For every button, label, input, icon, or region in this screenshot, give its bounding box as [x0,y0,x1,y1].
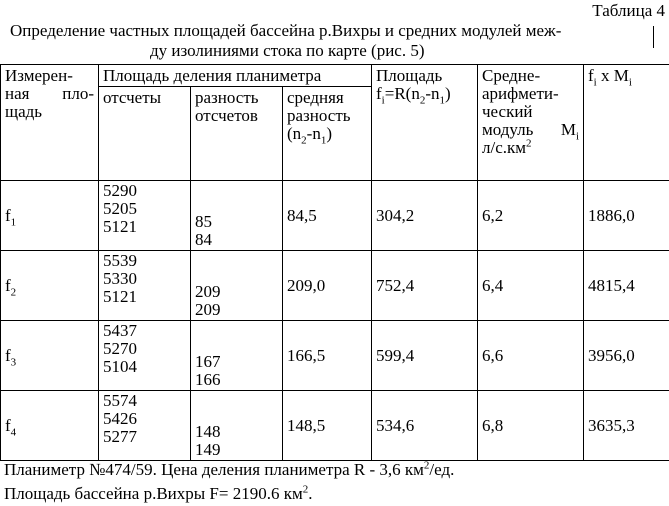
reading: 5290 [103,182,186,200]
row-area: 534,6 [372,391,478,461]
reading: 5426 [103,410,186,428]
table-row [1,251,669,321]
header-modulus-line-2: арифмети- [482,85,579,103]
row-product: 1886,0 [584,181,669,251]
reading: 5330 [103,270,186,288]
header-area [372,65,478,181]
row-label [1,251,99,321]
header-modulus-line-3: ческий [482,103,579,121]
reading: 5121 [103,288,186,306]
table-row [1,181,669,251]
row-label-index: 4 [11,426,17,438]
notes [4,458,454,506]
header-area-formula: $f_i=R(n_2-n_1)$ [376,85,473,103]
header-difference-line-1: разность [195,89,278,107]
row-mean: 166,5 [283,321,372,391]
header-difference-line-2: отсчетов [195,107,278,125]
diff: 209 [195,301,278,319]
row-product: 3956,0 [584,321,669,391]
header-row-1 [1,65,669,87]
diff: 148 [195,423,278,441]
row-readings [99,321,191,391]
row-label-letter: f [5,206,11,225]
header-mean-difference-line-1: средняя [287,89,367,107]
note-planimeter [4,458,454,482]
row-label-index: 2 [11,286,17,298]
note-basin-area-end: . [308,484,312,503]
row-readings [99,391,191,461]
header-area-label: Площадь [376,67,473,85]
title-line-1: Определение частных площадей бассейна р.Вихры и средних модулей меж- [10,22,561,40]
header-modulus [478,65,584,181]
header-readings: отсчеты [99,87,191,181]
reading: 5277 [103,428,186,446]
row-mean: 209,0 [283,251,372,321]
text-cursor [653,26,654,48]
row-label-index: 3 [11,356,17,368]
row-diffs [191,391,283,461]
reading: 5574 [103,392,186,410]
row-readings [99,181,191,251]
header-mean-difference-line-2: разность [287,107,367,125]
row-label [1,391,99,461]
header-product: $f_i$ x $M_i$ [584,65,669,181]
header-measured-area-line-2: ная пло- [5,85,94,103]
reading: 5121 [103,218,186,236]
header-mean-formula: $(n_2-n_1)$ [287,125,367,143]
diff: 166 [195,371,278,389]
row-area: 752,4 [372,251,478,321]
header-planimeter-group: Площадь деления планиметра [99,65,372,87]
diff: 209 [195,283,278,301]
header-measured-area-line-3: щадь [5,103,94,121]
diff: 85 [195,213,278,231]
note-planimeter-text: Планиметр №474/59. Цена деления планиметра R - 3,6 км [4,460,424,479]
note-basin-area [4,482,454,506]
row-mean: 148,5 [283,391,372,461]
row-modulus: 6,2 [478,181,584,251]
header-modulus-line-4: модуль $M_i$ [482,121,579,139]
reading: 5437 [103,322,186,340]
row-diffs [191,321,283,391]
row-diffs [191,251,283,321]
table-row [1,321,669,391]
row-readings [99,251,191,321]
row-label-index: 1 [11,216,17,228]
reading: 5104 [103,358,186,376]
header-modulus-line-1: Средне- [482,67,579,85]
data-table [0,64,669,461]
note-planimeter-unit: /ед. [429,460,454,479]
row-label-letter: f [5,276,11,295]
row-modulus: 6,8 [478,391,584,461]
diff: 84 [195,231,278,249]
row-area: 304,2 [372,181,478,251]
note-basin-area-text: Площадь бассейна р.Вихры F= 2190.6 км [4,484,303,503]
row-label-letter: f [5,416,11,435]
table-label: Таблица 4 [592,2,665,20]
header-measured-area-line-1: Измерен- [5,67,94,85]
header-modulus-line-5: $л/с.км^2$ [482,139,579,157]
row-label [1,321,99,391]
header-measured-area [1,65,99,181]
row-diffs [191,181,283,251]
reading: 5270 [103,340,186,358]
row-label-letter: f [5,346,11,365]
title-line-2: ду изолиниями стока по карте (рис. 5) [150,42,425,60]
diff: 149 [195,441,278,459]
reading: 5539 [103,252,186,270]
diff: 167 [195,353,278,371]
header-difference [191,87,283,181]
row-modulus: 6,6 [478,321,584,391]
row-mean: 84,5 [283,181,372,251]
table-row [1,391,669,461]
note-basin-area-sup: 2 [303,483,309,495]
note-planimeter-sup: 2 [424,459,430,471]
row-product: 3635,3 [584,391,669,461]
row-area: 599,4 [372,321,478,391]
row-modulus: 6,4 [478,251,584,321]
header-mean-difference [283,87,372,181]
reading: 5205 [103,200,186,218]
row-product: 4815,4 [584,251,669,321]
row-label [1,181,99,251]
